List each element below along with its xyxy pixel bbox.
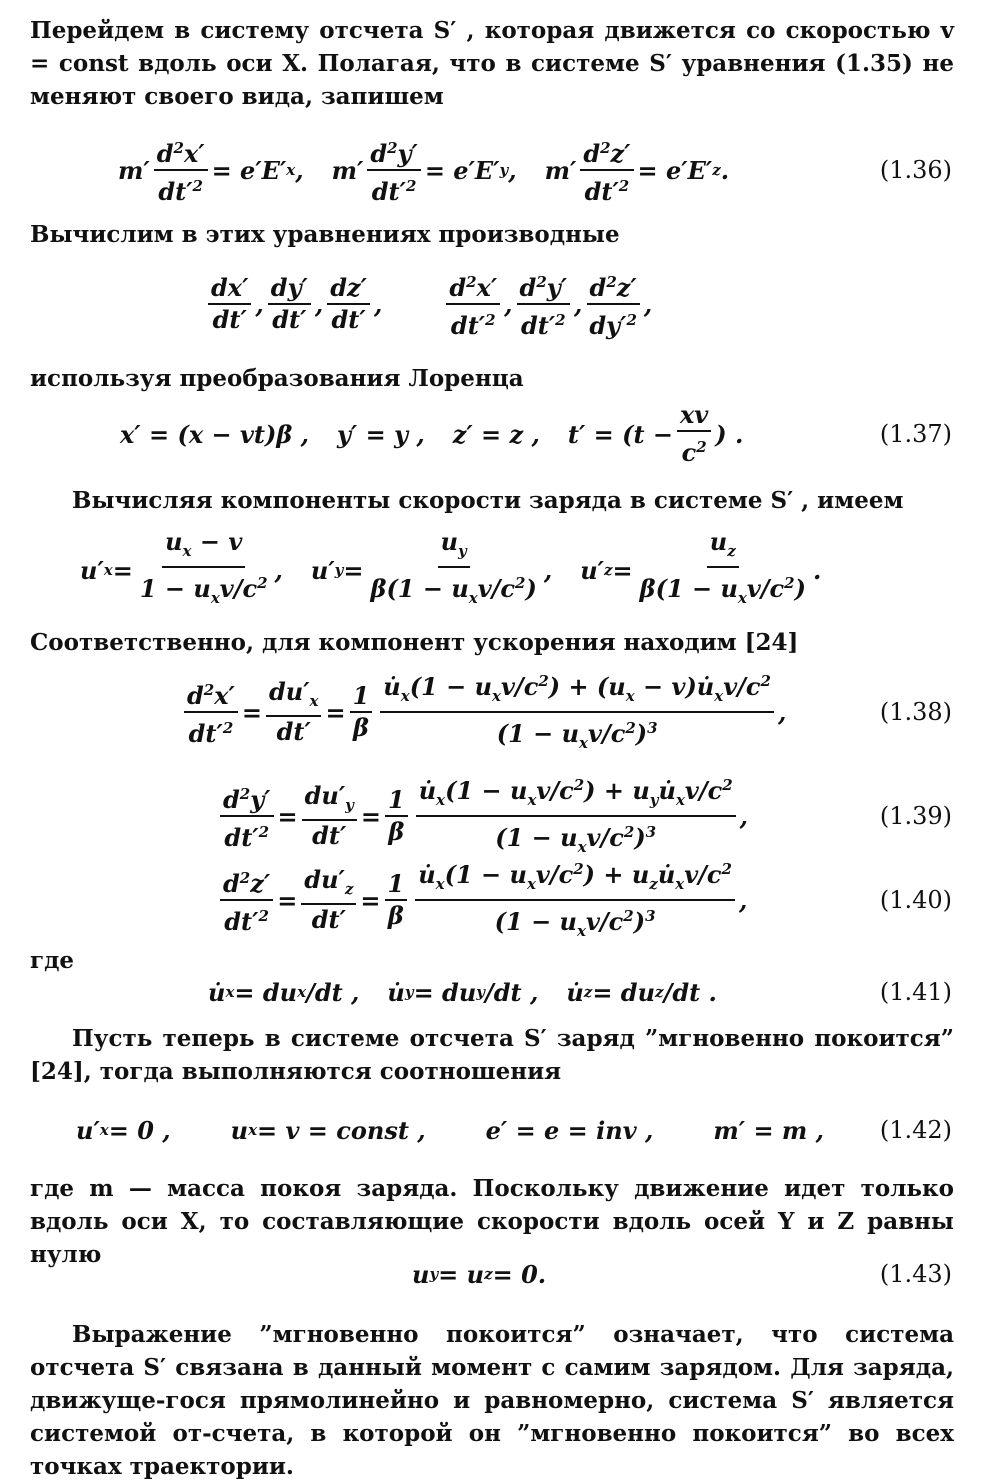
equation-number: (1.41) bbox=[879, 978, 952, 1006]
paragraph-8: где m — масса покоя заряда. Поскольку движение идет только вдоль оси X, то составляющие скорости вдоль осей Y и Z равны нулю bbox=[30, 1175, 954, 1268]
equation-number: (1.39) bbox=[879, 802, 952, 830]
equation-1-36: m′ $\frac{d^2x'}{dt'^2}$ = e′E′ x , m′ $\frac{d^2y'}{dt'^2}$ = e′E′ y , m′ $\frac{d^2z'}{dt'^2}$ = e′E′ z . (1.36) bbox=[30, 140, 954, 200]
equation-1-40: $\frac{d^2z'}{dt'^2}$ = $\frac{du'_z}{dt'}$ = $\frac{1}{\beta}$ $\frac{u̇_x(1 - u_xv/c^2) + u_zu̇_xv/c^2}{(1 - u_xv/c^2)^3}$ , (1.40) bbox=[30, 870, 954, 930]
paragraph-4: Вычисляя компоненты скорости заряда в системе S′ , имеем bbox=[72, 487, 904, 514]
equation-derivatives: $\frac{dx'}{dt'}$ , $\frac{dy'}{dt'}$ , $\frac{dz'}{dt'}$ , $\frac{d^2x'}{dt'^2}$ , $\frac{d^2y'}{dt'^2}$ , $\frac{d^2z'}{dy'^2}$ , bbox=[30, 274, 954, 334]
equation-1-39: $\frac{d^2y'}{dt'^2}$ = $\frac{du'_y}{dt'}$ = $\frac{1}{\beta}$ $\frac{u̇_x(1 - u_xv/c^2) + u_yu̇_xv/c^2}{(1 - u_xv/c^2)^3}$ , (1.39) bbox=[30, 786, 954, 846]
equation-1-37: x′ = (x − vt)β , y′ = y , z′ = z , t′ = (t − $\frac{xv}{c^2}$ ) . (1.37) bbox=[120, 400, 952, 467]
paragraph-3: используя преобразования Лоренца bbox=[30, 365, 524, 392]
equation-number: (1.36) bbox=[879, 156, 952, 184]
equation-velocities: u′ x = $\frac{u_x - v}{1 - u_xv/c^2}$ , u′ y = $\frac{u_y}{\beta(1 - u_xv/c^2)}$ , u′ z = $\frac{u_z}{\beta(1 - u_xv/c^2)}$ . bbox=[80, 527, 822, 607]
paragraph-2: Вычислим в этих уравнениях производные bbox=[30, 221, 620, 248]
paragraph-7: Пусть теперь в системе отсчета S′ заряд ”мгновенно покоится” [24], тогда выполняются соотношения bbox=[30, 1025, 954, 1085]
paragraph-1: Перейдем в систему отсчета S′ , которая движется со скоростью v = const вдоль оси X. Полагая, что в системе S′ уравнения (1.35) не меняют своего вида, запишем bbox=[30, 17, 954, 110]
equation-number: (1.37) bbox=[879, 420, 952, 448]
equation-1-41: u̇ x = du x /dt , u̇ y = du y /dt , u̇ z = du z /dt . (1.41) bbox=[30, 962, 954, 1022]
paragraph-9: Выражение ”мгновенно покоится” означает, что система отсчета S′ связана в данный момент с самим зарядом. Для заряда, движуще-гося прямолинейно и равномерно, система S′ является системой от-счета, в которой он ”мгновенно покоится” во всех точках траектории. bbox=[30, 1321, 954, 1480]
paragraph-5: Соответственно, для компонент ускорения находим [24] bbox=[30, 629, 799, 656]
equation-number: (1.43) bbox=[879, 1260, 952, 1288]
equation-number: (1.42) bbox=[879, 1116, 952, 1144]
equation-1-43: u y = u z = 0. (1.43) bbox=[30, 1244, 954, 1304]
equation-1-38: $\frac{d^2x'}{dt'^2}$ = $\frac{du'_x}{dt'}$ = $\frac{1}{\beta}$ $\frac{u̇_x(1 - u_xv/c^2) + (u_x - v)u̇_xv/c^2}{(1 - u_xv/c^2)^3}$ , (1.38) bbox=[30, 682, 954, 742]
paragraph-6: где bbox=[30, 947, 75, 974]
equation-1-42: u′ x = 0 , u x = v = const , e′ = e = inv , m′ = m , (1.42) bbox=[30, 1100, 954, 1160]
equation-number: (1.38) bbox=[879, 698, 952, 726]
equation-number: (1.40) bbox=[879, 886, 952, 914]
